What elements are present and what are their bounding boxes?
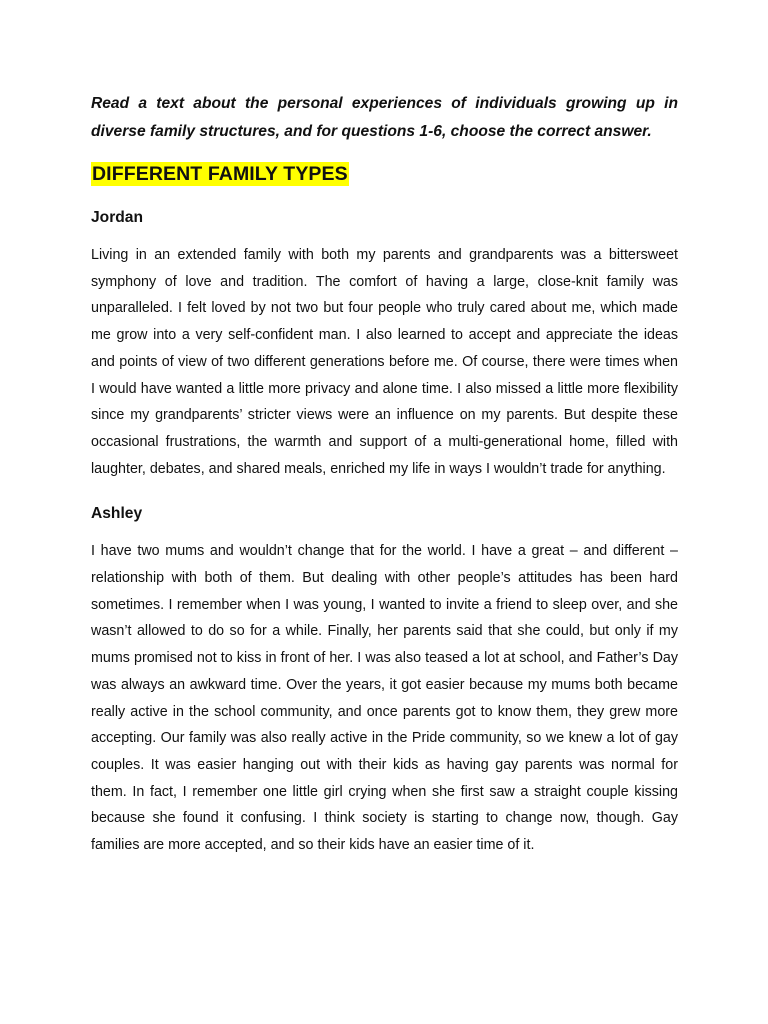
section-jordan [91, 208, 678, 482]
section-heading-ashley: Ashley [91, 505, 143, 523]
document-title: DIFFERENT FAMILY TYPES [92, 163, 348, 185]
section-text-jordan: Living in an extended family with both my parents and grandparents was a bittersweet symphony of love and tradition. The comfort of having a large, close-knit family was unparalleled. I felt loved by not two but four people who truly cared about me, which made me grow into a very self-confident man. I also learned to accept and appreciate the ideas and points of view of two different generations before me. Of course, there were times when I would have wanted a little more privacy and alone time. I also missed a little more flexibility since my grandparents’ stricter views were an influence on my parents. But despite these occasional frustrations, the warmth and support of a multi-generational home, filled with laughter, debates, and shared meals, enriched my life in ways I wouldn’t trade for anything. [91, 247, 678, 477]
section-heading-jordan: Jordan [91, 209, 143, 226]
instructions-text: Read a text about the personal experiences of individuals growing up in diverse family structures, and for questions 1-6, choose the correct answer. [91, 95, 678, 140]
document-page [91, 90, 678, 859]
section-text-ashley: I have two mums and wouldn’t change that for the world. I have a great – and different – relationship with both of them. But dealing with other people’s attitudes has been hard sometimes. I remember when I was young, I wanted to invite a friend to sleep over, and she wasn’t allowed to do so for a while. Finally, her parents said that she could, but only if my mums promised not to kiss in front of her. I was also teased a lot at school, and Father’s Day was always an awkward time. Over the years, it got easier because my mums both became really active in the school community, and once parents got to know them, they grew more accepting. Our family was also really active in the Pride community, so we knew a lot of gay couples. It was easier hanging out with their kids as having gay parents was normal for them. In fact, I remember one little girl crying when she first saw a straight couple kissing because she found it confusing. I think society is starting to change now, though. Gay families are more accepted, and so their kids have an easier time of it. [91, 543, 678, 854]
section-ashley [91, 504, 678, 858]
